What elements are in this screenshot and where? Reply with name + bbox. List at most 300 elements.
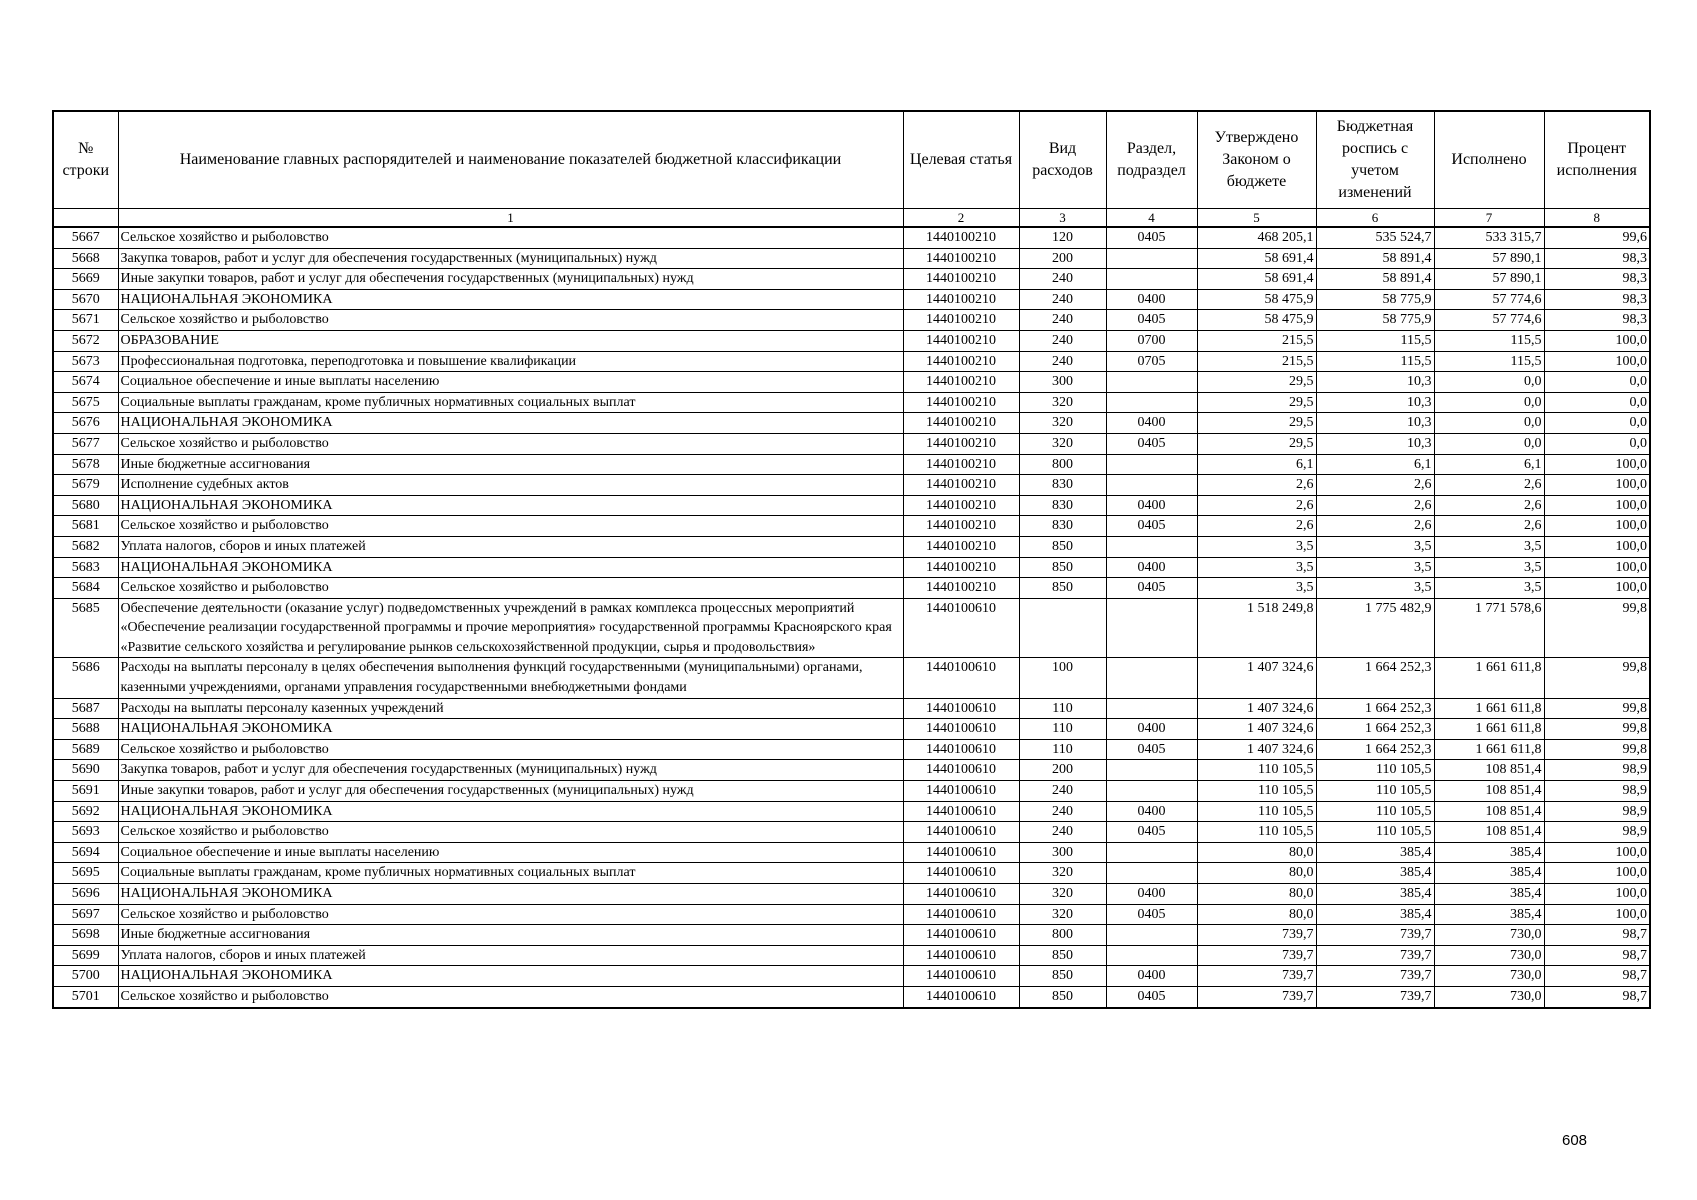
expense-type-cell: 240 [1019, 330, 1106, 351]
expense-type-cell: 300 [1019, 842, 1106, 863]
header-row-no: № строки [53, 111, 118, 209]
expense-type-cell: 120 [1019, 227, 1106, 248]
indicator-name-cell: Обеспечение деятельности (оказание услуг) подведомственных учреждений в рамках комплекса процессных мероприятий «Обеспечение реализации государственной программы и прочие мероприятия» государственной программы Красноярского края «Развитие сельского хозяйства и регулирование рынков сельскохозяйственной продукции, сырья и продовольствия» [118, 598, 903, 658]
executed-amount-cell: 57 774,6 [1434, 310, 1544, 331]
executed-amount-cell: 3,5 [1434, 536, 1544, 557]
table-row [53, 863, 1650, 884]
execution-percent-cell: 98,3 [1544, 310, 1650, 331]
approved-amount-cell: 215,5 [1197, 330, 1316, 351]
target-article-cell: 1440100210 [903, 454, 1019, 475]
row-number-cell: 5683 [53, 557, 118, 578]
row-number-cell: 5687 [53, 698, 118, 719]
section-cell: 0705 [1106, 351, 1197, 372]
header-target-article: Целевая статья [903, 111, 1019, 209]
column-number [53, 209, 118, 228]
section-cell: 0400 [1106, 719, 1197, 740]
section-cell [1106, 598, 1197, 658]
row-number-cell: 5668 [53, 248, 118, 269]
section-cell [1106, 842, 1197, 863]
table-row [53, 289, 1650, 310]
expense-type-cell: 800 [1019, 454, 1106, 475]
target-article-cell: 1440100210 [903, 372, 1019, 393]
indicator-name-cell: Уплата налогов, сборов и иных платежей [118, 945, 903, 966]
section-cell: 0405 [1106, 904, 1197, 925]
approved-amount-cell: 2,6 [1197, 475, 1316, 496]
expense-type-cell: 100 [1019, 658, 1106, 698]
row-number-cell: 5676 [53, 413, 118, 434]
row-number-cell: 5685 [53, 598, 118, 658]
section-cell [1106, 536, 1197, 557]
row-number-cell: 5693 [53, 822, 118, 843]
approved-amount-cell: 2,6 [1197, 495, 1316, 516]
budget-list-amount-cell: 535 524,7 [1316, 227, 1434, 248]
row-number-cell: 5697 [53, 904, 118, 925]
table-row [53, 842, 1650, 863]
expense-type-cell: 830 [1019, 475, 1106, 496]
expense-type-cell: 110 [1019, 719, 1106, 740]
budget-list-amount-cell: 2,6 [1316, 495, 1434, 516]
target-article-cell: 1440100610 [903, 781, 1019, 802]
indicator-name-cell: НАЦИОНАЛЬНАЯ ЭКОНОМИКА [118, 557, 903, 578]
row-number-cell: 5674 [53, 372, 118, 393]
budget-list-amount-cell: 10,3 [1316, 413, 1434, 434]
target-article-cell: 1440100210 [903, 392, 1019, 413]
execution-percent-cell: 98,7 [1544, 986, 1650, 1007]
row-number-cell: 5667 [53, 227, 118, 248]
row-number-cell: 5695 [53, 863, 118, 884]
executed-amount-cell: 0,0 [1434, 392, 1544, 413]
row-number-cell: 5700 [53, 966, 118, 987]
target-article-cell: 1440100610 [903, 842, 1019, 863]
executed-amount-cell: 3,5 [1434, 557, 1544, 578]
expense-type-cell: 850 [1019, 986, 1106, 1007]
indicator-name-cell: НАЦИОНАЛЬНАЯ ЭКОНОМИКА [118, 801, 903, 822]
executed-amount-cell: 385,4 [1434, 863, 1544, 884]
approved-amount-cell: 2,6 [1197, 516, 1316, 537]
target-article-cell: 1440100210 [903, 413, 1019, 434]
row-number-cell: 5678 [53, 454, 118, 475]
budget-list-amount-cell: 10,3 [1316, 392, 1434, 413]
section-cell [1106, 269, 1197, 290]
section-cell [1106, 925, 1197, 946]
expense-type-cell: 320 [1019, 904, 1106, 925]
approved-amount-cell: 6,1 [1197, 454, 1316, 475]
approved-amount-cell: 80,0 [1197, 904, 1316, 925]
table-row [53, 475, 1650, 496]
expense-type-cell: 320 [1019, 433, 1106, 454]
executed-amount-cell: 2,6 [1434, 495, 1544, 516]
execution-percent-cell: 0,0 [1544, 372, 1650, 393]
approved-amount-cell: 110 105,5 [1197, 781, 1316, 802]
table-row [53, 801, 1650, 822]
table-row [53, 966, 1650, 987]
approved-amount-cell: 215,5 [1197, 351, 1316, 372]
target-article-cell: 1440100610 [903, 760, 1019, 781]
approved-amount-cell: 80,0 [1197, 863, 1316, 884]
column-number: 5 [1197, 209, 1316, 228]
expense-type-cell: 240 [1019, 801, 1106, 822]
row-number-cell: 5677 [53, 433, 118, 454]
row-number-cell: 5682 [53, 536, 118, 557]
approved-amount-cell: 468 205,1 [1197, 227, 1316, 248]
expense-type-cell: 830 [1019, 516, 1106, 537]
budget-list-amount-cell: 58 775,9 [1316, 289, 1434, 310]
budget-list-amount-cell: 739,7 [1316, 986, 1434, 1007]
executed-amount-cell: 533 315,7 [1434, 227, 1544, 248]
execution-percent-cell: 0,0 [1544, 392, 1650, 413]
column-number: 8 [1544, 209, 1650, 228]
indicator-name-cell: НАЦИОНАЛЬНАЯ ЭКОНОМИКА [118, 884, 903, 905]
target-article-cell: 1440100210 [903, 310, 1019, 331]
executed-amount-cell: 108 851,4 [1434, 822, 1544, 843]
expense-type-cell: 300 [1019, 372, 1106, 393]
section-cell: 0400 [1106, 557, 1197, 578]
approved-amount-cell: 3,5 [1197, 536, 1316, 557]
target-article-cell: 1440100210 [903, 578, 1019, 599]
row-number-cell: 5672 [53, 330, 118, 351]
execution-percent-cell: 98,3 [1544, 269, 1650, 290]
budget-list-amount-cell: 110 105,5 [1316, 760, 1434, 781]
expense-type-cell: 240 [1019, 269, 1106, 290]
table-row [53, 269, 1650, 290]
indicator-name-cell: Социальное обеспечение и иные выплаты населению [118, 372, 903, 393]
indicator-name-cell: ОБРАЗОВАНИЕ [118, 330, 903, 351]
section-cell [1106, 945, 1197, 966]
executed-amount-cell: 730,0 [1434, 945, 1544, 966]
row-number-cell: 5701 [53, 986, 118, 1007]
section-cell: 0400 [1106, 884, 1197, 905]
expense-type-cell: 240 [1019, 781, 1106, 802]
executed-amount-cell: 115,5 [1434, 330, 1544, 351]
execution-percent-cell: 99,8 [1544, 658, 1650, 698]
section-cell: 0405 [1106, 822, 1197, 843]
approved-amount-cell: 739,7 [1197, 945, 1316, 966]
indicator-name-cell: Уплата налогов, сборов и иных платежей [118, 536, 903, 557]
table-row [53, 945, 1650, 966]
target-article-cell: 1440100610 [903, 739, 1019, 760]
executed-amount-cell: 0,0 [1434, 372, 1544, 393]
indicator-name-cell: Сельское хозяйство и рыболовство [118, 986, 903, 1007]
target-article-cell: 1440100610 [903, 719, 1019, 740]
table-row [53, 822, 1650, 843]
table-row [53, 227, 1650, 248]
execution-percent-cell: 98,9 [1544, 760, 1650, 781]
execution-percent-cell: 100,0 [1544, 516, 1650, 537]
indicator-name-cell: Сельское хозяйство и рыболовство [118, 227, 903, 248]
target-article-cell: 1440100610 [903, 966, 1019, 987]
table-row [53, 433, 1650, 454]
row-number-cell: 5669 [53, 269, 118, 290]
approved-amount-cell: 58 475,9 [1197, 289, 1316, 310]
indicator-name-cell: Иные бюджетные ассигнования [118, 454, 903, 475]
expense-type-cell: 800 [1019, 925, 1106, 946]
budget-list-amount-cell: 3,5 [1316, 536, 1434, 557]
budget-list-amount-cell: 2,6 [1316, 475, 1434, 496]
table-row [53, 698, 1650, 719]
target-article-cell: 1440100610 [903, 986, 1019, 1007]
approved-amount-cell: 80,0 [1197, 884, 1316, 905]
indicator-name-cell: Иные закупки товаров, работ и услуг для обеспечения государственных (муниципальных) нужд [118, 269, 903, 290]
table-row [53, 781, 1650, 802]
executed-amount-cell: 108 851,4 [1434, 781, 1544, 802]
expense-type-cell: 850 [1019, 557, 1106, 578]
indicator-name-cell: НАЦИОНАЛЬНАЯ ЭКОНОМИКА [118, 495, 903, 516]
target-article-cell: 1440100210 [903, 557, 1019, 578]
executed-amount-cell: 6,1 [1434, 454, 1544, 475]
execution-percent-cell: 100,0 [1544, 330, 1650, 351]
indicator-name-cell: Сельское хозяйство и рыболовство [118, 433, 903, 454]
expense-type-cell [1019, 598, 1106, 658]
section-cell: 0400 [1106, 289, 1197, 310]
approved-amount-cell: 29,5 [1197, 392, 1316, 413]
table-row [53, 904, 1650, 925]
execution-percent-cell: 100,0 [1544, 904, 1650, 925]
budget-list-amount-cell: 110 105,5 [1316, 822, 1434, 843]
expense-type-cell: 240 [1019, 822, 1106, 843]
execution-percent-cell: 99,6 [1544, 227, 1650, 248]
approved-amount-cell: 29,5 [1197, 372, 1316, 393]
expense-type-cell: 320 [1019, 884, 1106, 905]
execution-percent-cell: 100,0 [1544, 842, 1650, 863]
section-cell [1106, 760, 1197, 781]
expense-type-cell: 240 [1019, 310, 1106, 331]
section-cell [1106, 475, 1197, 496]
section-cell: 0405 [1106, 516, 1197, 537]
budget-list-amount-cell: 385,4 [1316, 842, 1434, 863]
budget-list-amount-cell: 110 105,5 [1316, 781, 1434, 802]
header-row [53, 111, 1650, 209]
column-number: 7 [1434, 209, 1544, 228]
expense-type-cell: 320 [1019, 863, 1106, 884]
section-cell [1106, 781, 1197, 802]
indicator-name-cell: Иные бюджетные ассигнования [118, 925, 903, 946]
header-percent: Процент исполнения [1544, 111, 1650, 209]
budget-list-amount-cell: 10,3 [1316, 433, 1434, 454]
section-cell: 0405 [1106, 739, 1197, 760]
execution-percent-cell: 100,0 [1544, 351, 1650, 372]
execution-percent-cell: 99,8 [1544, 719, 1650, 740]
table-row [53, 658, 1650, 698]
execution-percent-cell: 99,8 [1544, 739, 1650, 760]
header-section: Раздел, подраздел [1106, 111, 1197, 209]
section-cell: 0400 [1106, 495, 1197, 516]
table-row [53, 925, 1650, 946]
header-approved: Утверждено Законом о бюджете [1197, 111, 1316, 209]
target-article-cell: 1440100210 [903, 330, 1019, 351]
expense-type-cell: 830 [1019, 495, 1106, 516]
budget-execution-table [52, 110, 1651, 1009]
approved-amount-cell: 1 518 249,8 [1197, 598, 1316, 658]
budget-list-amount-cell: 2,6 [1316, 516, 1434, 537]
section-cell [1106, 372, 1197, 393]
approved-amount-cell: 110 105,5 [1197, 801, 1316, 822]
indicator-name-cell: НАЦИОНАЛЬНАЯ ЭКОНОМИКА [118, 289, 903, 310]
budget-list-amount-cell: 1 664 252,3 [1316, 658, 1434, 698]
expense-type-cell: 200 [1019, 248, 1106, 269]
approved-amount-cell: 29,5 [1197, 433, 1316, 454]
executed-amount-cell: 57 890,1 [1434, 248, 1544, 269]
approved-amount-cell: 58 475,9 [1197, 310, 1316, 331]
execution-percent-cell: 99,8 [1544, 598, 1650, 658]
target-article-cell: 1440100610 [903, 863, 1019, 884]
indicator-name-cell: Расходы на выплаты персоналу казенных учреждений [118, 698, 903, 719]
row-number-cell: 5670 [53, 289, 118, 310]
budget-list-amount-cell: 385,4 [1316, 904, 1434, 925]
table-row [53, 739, 1650, 760]
row-number-cell: 5689 [53, 739, 118, 760]
execution-percent-cell: 0,0 [1544, 413, 1650, 434]
execution-percent-cell: 98,9 [1544, 781, 1650, 802]
row-number-cell: 5691 [53, 781, 118, 802]
execution-percent-cell: 100,0 [1544, 557, 1650, 578]
row-number-cell: 5692 [53, 801, 118, 822]
indicator-name-cell: Профессиональная подготовка, переподготовка и повышение квалификации [118, 351, 903, 372]
approved-amount-cell: 58 691,4 [1197, 269, 1316, 290]
approved-amount-cell: 110 105,5 [1197, 822, 1316, 843]
target-article-cell: 1440100610 [903, 698, 1019, 719]
approved-amount-cell: 29,5 [1197, 413, 1316, 434]
approved-amount-cell: 1 407 324,6 [1197, 739, 1316, 760]
indicator-name-cell: Исполнение судебных актов [118, 475, 903, 496]
budget-list-amount-cell: 385,4 [1316, 863, 1434, 884]
expense-type-cell: 850 [1019, 945, 1106, 966]
executed-amount-cell: 57 774,6 [1434, 289, 1544, 310]
column-number: 6 [1316, 209, 1434, 228]
executed-amount-cell: 115,5 [1434, 351, 1544, 372]
section-cell [1106, 863, 1197, 884]
target-article-cell: 1440100210 [903, 433, 1019, 454]
target-article-cell: 1440100210 [903, 495, 1019, 516]
budget-list-amount-cell: 58 775,9 [1316, 310, 1434, 331]
table-row [53, 392, 1650, 413]
approved-amount-cell: 80,0 [1197, 842, 1316, 863]
target-article-cell: 1440100210 [903, 289, 1019, 310]
execution-percent-cell: 98,3 [1544, 289, 1650, 310]
approved-amount-cell: 3,5 [1197, 557, 1316, 578]
section-cell: 0405 [1106, 227, 1197, 248]
table-row [53, 719, 1650, 740]
row-number-cell: 5679 [53, 475, 118, 496]
section-cell: 0400 [1106, 966, 1197, 987]
approved-amount-cell: 739,7 [1197, 925, 1316, 946]
executed-amount-cell: 0,0 [1434, 433, 1544, 454]
section-cell: 0405 [1106, 986, 1197, 1007]
executed-amount-cell: 0,0 [1434, 413, 1544, 434]
execution-percent-cell: 100,0 [1544, 495, 1650, 516]
table-row [53, 578, 1650, 599]
executed-amount-cell: 2,6 [1434, 516, 1544, 537]
execution-percent-cell: 98,3 [1544, 248, 1650, 269]
approved-amount-cell: 739,7 [1197, 986, 1316, 1007]
expense-type-cell: 850 [1019, 578, 1106, 599]
indicator-name-cell: Иные закупки товаров, работ и услуг для обеспечения государственных (муниципальных) нужд [118, 781, 903, 802]
approved-amount-cell: 739,7 [1197, 966, 1316, 987]
budget-list-amount-cell: 110 105,5 [1316, 801, 1434, 822]
table-row [53, 454, 1650, 475]
execution-percent-cell: 98,7 [1544, 925, 1650, 946]
table-row [53, 413, 1650, 434]
indicator-name-cell: Социальные выплаты гражданам, кроме публичных нормативных социальных выплат [118, 392, 903, 413]
target-article-cell: 1440100210 [903, 536, 1019, 557]
executed-amount-cell: 108 851,4 [1434, 760, 1544, 781]
executed-amount-cell: 730,0 [1434, 925, 1544, 946]
row-number-cell: 5673 [53, 351, 118, 372]
table-body [53, 227, 1650, 1008]
budget-list-amount-cell: 739,7 [1316, 925, 1434, 946]
approved-amount-cell: 1 407 324,6 [1197, 719, 1316, 740]
execution-percent-cell: 99,8 [1544, 698, 1650, 719]
budget-list-amount-cell: 739,7 [1316, 945, 1434, 966]
column-number-row [53, 209, 1650, 228]
row-number-cell: 5684 [53, 578, 118, 599]
row-number-cell: 5690 [53, 760, 118, 781]
row-number-cell: 5671 [53, 310, 118, 331]
expense-type-cell: 240 [1019, 289, 1106, 310]
section-cell: 0400 [1106, 801, 1197, 822]
indicator-name-cell: Закупка товаров, работ и услуг для обеспечения государственных (муниципальных) нужд [118, 248, 903, 269]
section-cell [1106, 698, 1197, 719]
target-article-cell: 1440100610 [903, 658, 1019, 698]
executed-amount-cell: 385,4 [1434, 884, 1544, 905]
indicator-name-cell: Сельское хозяйство и рыболовство [118, 310, 903, 331]
executed-amount-cell: 57 890,1 [1434, 269, 1544, 290]
executed-amount-cell: 385,4 [1434, 842, 1544, 863]
table-row [53, 330, 1650, 351]
approved-amount-cell: 110 105,5 [1197, 760, 1316, 781]
indicator-name-cell: Социальное обеспечение и иные выплаты населению [118, 842, 903, 863]
target-article-cell: 1440100610 [903, 904, 1019, 925]
indicator-name-cell: Сельское хозяйство и рыболовство [118, 516, 903, 537]
table-row [53, 760, 1650, 781]
section-cell: 0405 [1106, 310, 1197, 331]
budget-list-amount-cell: 1 664 252,3 [1316, 739, 1434, 760]
approved-amount-cell: 1 407 324,6 [1197, 658, 1316, 698]
indicator-name-cell: Сельское хозяйство и рыболовство [118, 904, 903, 925]
execution-percent-cell: 100,0 [1544, 863, 1650, 884]
row-number-cell: 5686 [53, 658, 118, 698]
execution-percent-cell: 100,0 [1544, 536, 1650, 557]
execution-percent-cell: 98,7 [1544, 966, 1650, 987]
table-row [53, 372, 1650, 393]
executed-amount-cell: 730,0 [1434, 966, 1544, 987]
column-number: 4 [1106, 209, 1197, 228]
budget-list-amount-cell: 10,3 [1316, 372, 1434, 393]
indicator-name-cell: Расходы на выплаты персоналу в целях обеспечения выполнения функций государственными (муниципальными) органами, казенными учреждениями, органами управления государственными внебюджетными фондами [118, 658, 903, 698]
table-row [53, 557, 1650, 578]
budget-list-amount-cell: 1 664 252,3 [1316, 698, 1434, 719]
target-article-cell: 1440100210 [903, 351, 1019, 372]
executed-amount-cell: 385,4 [1434, 904, 1544, 925]
budget-list-amount-cell: 115,5 [1316, 351, 1434, 372]
expense-type-cell: 110 [1019, 739, 1106, 760]
indicator-name-cell: НАЦИОНАЛЬНАЯ ЭКОНОМИКА [118, 719, 903, 740]
row-number-cell: 5675 [53, 392, 118, 413]
expense-type-cell: 320 [1019, 392, 1106, 413]
section-cell: 0700 [1106, 330, 1197, 351]
target-article-cell: 1440100610 [903, 884, 1019, 905]
table-row [53, 310, 1650, 331]
approved-amount-cell: 58 691,4 [1197, 248, 1316, 269]
row-number-cell: 5694 [53, 842, 118, 863]
executed-amount-cell: 1 661 611,8 [1434, 719, 1544, 740]
expense-type-cell: 850 [1019, 536, 1106, 557]
executed-amount-cell: 2,6 [1434, 475, 1544, 496]
expense-type-cell: 850 [1019, 966, 1106, 987]
row-number-cell: 5681 [53, 516, 118, 537]
table-row [53, 495, 1650, 516]
section-cell [1106, 392, 1197, 413]
row-number-cell: 5696 [53, 884, 118, 905]
